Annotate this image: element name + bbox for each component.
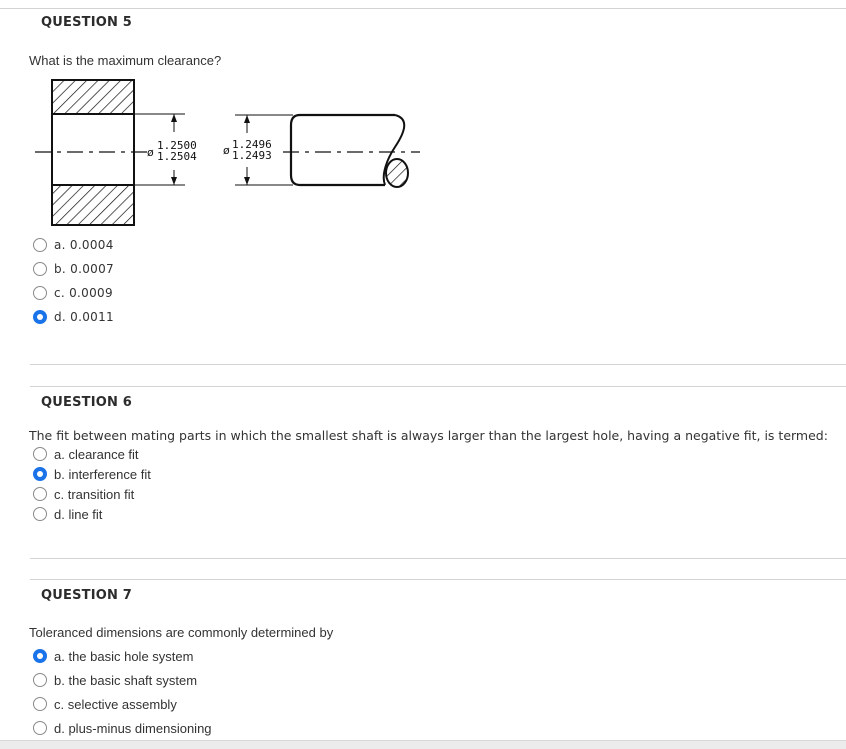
hole-upper-limit: 1.2500 bbox=[157, 139, 197, 152]
q5-option-b[interactable] bbox=[33, 260, 114, 278]
option-label: d. 0.0011 bbox=[54, 310, 114, 324]
radio-button[interactable] bbox=[33, 467, 47, 481]
shaft-diameter-symbol: ø bbox=[223, 144, 230, 157]
option-label: d. line fit bbox=[54, 506, 103, 522]
radio-button[interactable] bbox=[33, 238, 47, 252]
radio-button[interactable] bbox=[33, 286, 47, 300]
hole-diameter-symbol: ø bbox=[147, 146, 154, 159]
radio-button[interactable] bbox=[33, 447, 47, 461]
shaft-upper-limit: 1.2496 bbox=[232, 138, 272, 151]
option-label: c. transition fit bbox=[54, 486, 135, 502]
radio-button[interactable] bbox=[33, 673, 47, 687]
option-label: a. 0.0004 bbox=[54, 238, 114, 252]
radio-button[interactable] bbox=[33, 262, 47, 276]
radio-button[interactable] bbox=[33, 697, 47, 711]
radio-button[interactable] bbox=[33, 310, 47, 324]
radio-button[interactable] bbox=[33, 721, 47, 735]
divider bbox=[30, 386, 846, 387]
q7-option-b[interactable] bbox=[33, 671, 197, 689]
q5-option-c[interactable] bbox=[33, 284, 113, 302]
q6-option-a[interactable] bbox=[33, 445, 139, 463]
option-label: b. 0.0007 bbox=[54, 262, 114, 276]
question-6-title: QUESTION 6 bbox=[41, 395, 133, 410]
q7-option-c[interactable] bbox=[33, 695, 177, 713]
q5-option-d[interactable] bbox=[33, 308, 114, 326]
question-7-title: QUESTION 7 bbox=[41, 588, 133, 603]
question-7-prompt: Toleranced dimensions are commonly determined by bbox=[29, 625, 334, 640]
divider bbox=[30, 579, 846, 580]
q7-option-a[interactable] bbox=[33, 647, 193, 665]
radio-button[interactable] bbox=[33, 649, 47, 663]
shaft-dimension bbox=[223, 115, 293, 185]
hole-dimension bbox=[135, 114, 197, 185]
option-label: a. the basic hole system bbox=[54, 648, 194, 664]
q6-option-b[interactable] bbox=[33, 465, 151, 483]
question-6-prompt: The fit between mating parts in which the smallest shaft is always larger than the largest hole, having a negative fit, is termed: bbox=[29, 428, 828, 443]
hole-lower-limit: 1.2504 bbox=[157, 150, 197, 163]
q6-option-d[interactable] bbox=[33, 505, 102, 523]
radio-button[interactable] bbox=[33, 487, 47, 501]
option-label: c. selective assembly bbox=[54, 696, 177, 712]
divider-top bbox=[0, 8, 846, 9]
radio-button[interactable] bbox=[33, 507, 47, 521]
q7-option-d[interactable] bbox=[33, 719, 212, 737]
shaft-part bbox=[291, 115, 408, 187]
option-label: a. clearance fit bbox=[54, 446, 139, 462]
option-label: c. 0.0009 bbox=[54, 286, 113, 300]
clearance-fit-figure bbox=[35, 75, 425, 235]
question-5-title: QUESTION 5 bbox=[41, 15, 133, 30]
option-label: b. the basic shaft system bbox=[54, 672, 198, 688]
shaft-lower-limit: 1.2493 bbox=[232, 149, 272, 162]
q6-option-c[interactable] bbox=[33, 485, 134, 503]
option-label: d. plus-minus dimensioning bbox=[54, 720, 212, 736]
option-label: b. interference fit bbox=[54, 466, 151, 482]
divider bbox=[30, 364, 846, 365]
divider bbox=[30, 558, 846, 559]
q5-option-a[interactable] bbox=[33, 236, 114, 254]
question-5-prompt: What is the maximum clearance? bbox=[29, 53, 222, 68]
